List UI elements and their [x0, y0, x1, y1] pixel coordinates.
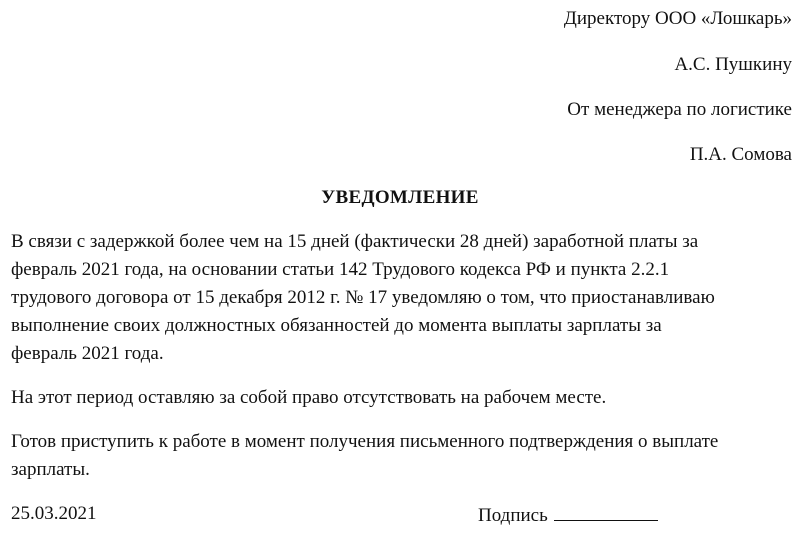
- paragraph-line: На этот период оставляю за собой право отсутствовать на рабочем месте.: [11, 387, 607, 408]
- body-paragraph-1: [11, 228, 795, 368]
- signature-label: Подпись: [478, 505, 548, 526]
- paragraph-line: февраль 2021 года, на основании статьи 142 Трудового кодекса РФ и пункта 2.2.1: [11, 259, 670, 280]
- sender-name: П.А. Сомова: [689, 144, 792, 165]
- document-title: УВЕДОМЛЕНИЕ: [321, 187, 479, 208]
- paragraph-line: февраль 2021 года.: [11, 343, 164, 364]
- paragraph-line: В связи с задержкой более чем на 15 дней (фактически 28 дней) заработной платы за: [11, 231, 699, 252]
- document-date: 25.03.2021: [11, 503, 97, 524]
- signature-line: [554, 502, 658, 521]
- paragraph-line: трудового договора от 15 декабря 2012 г. № 17 уведомляю о том, что приостанавливаю: [11, 287, 715, 308]
- body-paragraph-3: [11, 428, 795, 484]
- paragraph-line: Готов приступить к работе в момент получения письменного подтверждения о выплате: [11, 431, 719, 452]
- sender-position: От менеджера по логистике: [567, 99, 792, 120]
- recipient-name: А.С. Пушкину: [674, 54, 792, 75]
- paragraph-line: зарплаты.: [11, 459, 90, 480]
- recipient-position: Директору ООО «Лошкарь»: [563, 8, 792, 29]
- body-paragraph-2: [11, 384, 795, 412]
- paragraph-line: выполнение своих должностных обязанностей до момента выплаты зарплаты за: [11, 315, 662, 336]
- signature-block: [478, 502, 658, 528]
